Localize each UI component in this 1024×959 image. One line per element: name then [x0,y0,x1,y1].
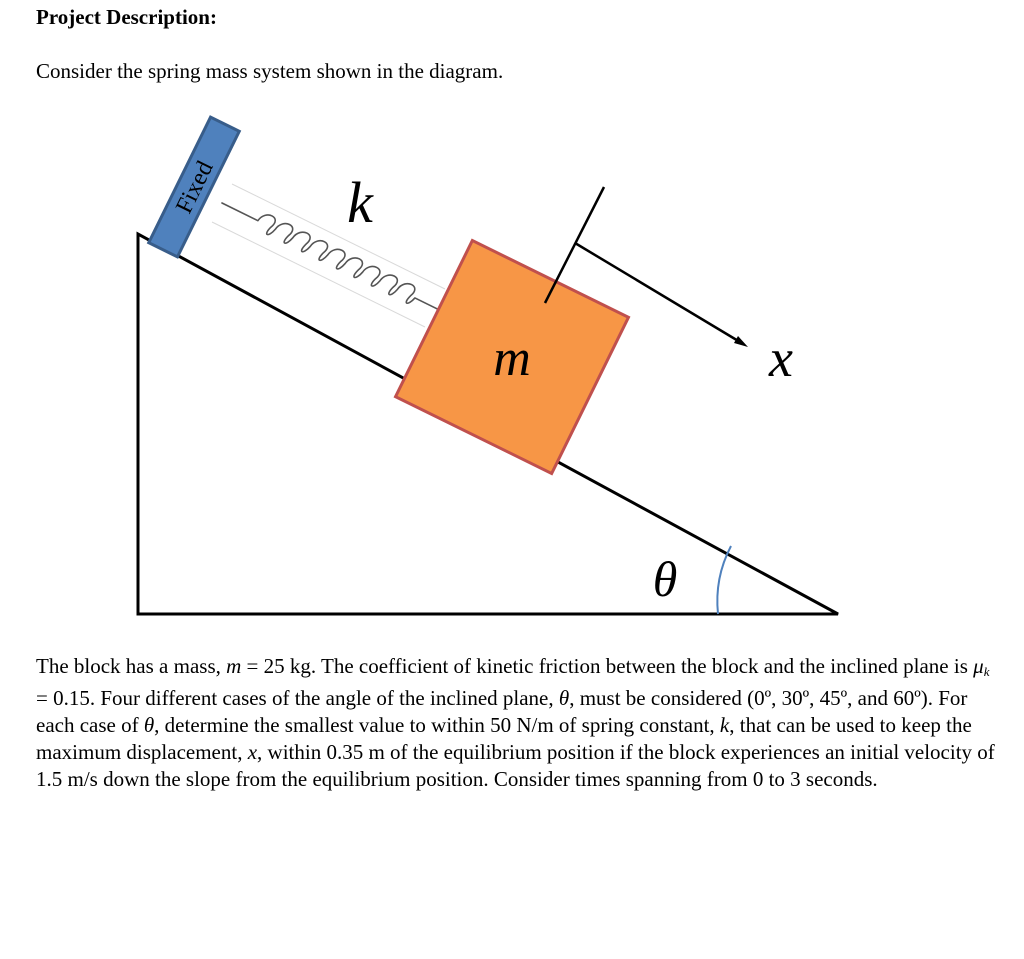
paragraph-text-3: = 0.15. Four different cases of the angle of the inclined plane, [36,686,559,710]
mass-label: m [493,330,531,387]
paragraph-text-7: , within 0.35 m of the equilibrium position if the block experiences an initial velocity of 1.5 m/s down the slope from the equilibrium position. Consider times spanning from 0 to 3 seconds. [36,740,995,791]
problem-paragraph [36,653,996,793]
var-mu: μ [973,654,984,678]
displacement-label: x [769,328,793,388]
var-mu-subscript: k [983,664,990,679]
displacement-arrow-head [734,336,748,347]
intro-text: Consider the spring mass system shown in the diagram. [36,59,504,83]
var-k: k [719,713,730,737]
angle-label: θ [652,551,678,607]
var-theta-1: θ [558,686,570,710]
paragraph-text-1: The block has a mass, [36,654,227,678]
spring-constant-label: k [347,170,373,235]
fixed-wall [149,117,240,257]
var-x: x [247,740,258,764]
var-m: m [226,654,242,678]
paragraph-text-4: , must be considered (0º, 30º, 45º, and 60º). For each case of [36,686,968,737]
paragraph-text-5: , determine the smallest value to within 50 N/m of spring constant, [154,713,720,737]
paragraph-text-2: = 25 kg. The coefficient of kinetic friction between the block and the inclined plane is [241,654,974,678]
paragraph-text-6: , that can be used to keep the maximum displacement, [36,713,972,764]
reference-line [545,187,604,303]
var-theta-2: θ [143,713,155,737]
page-heading: Project Description: [36,5,217,29]
spring-rail-top [232,184,445,289]
fixed-label: Fixed [171,157,219,218]
